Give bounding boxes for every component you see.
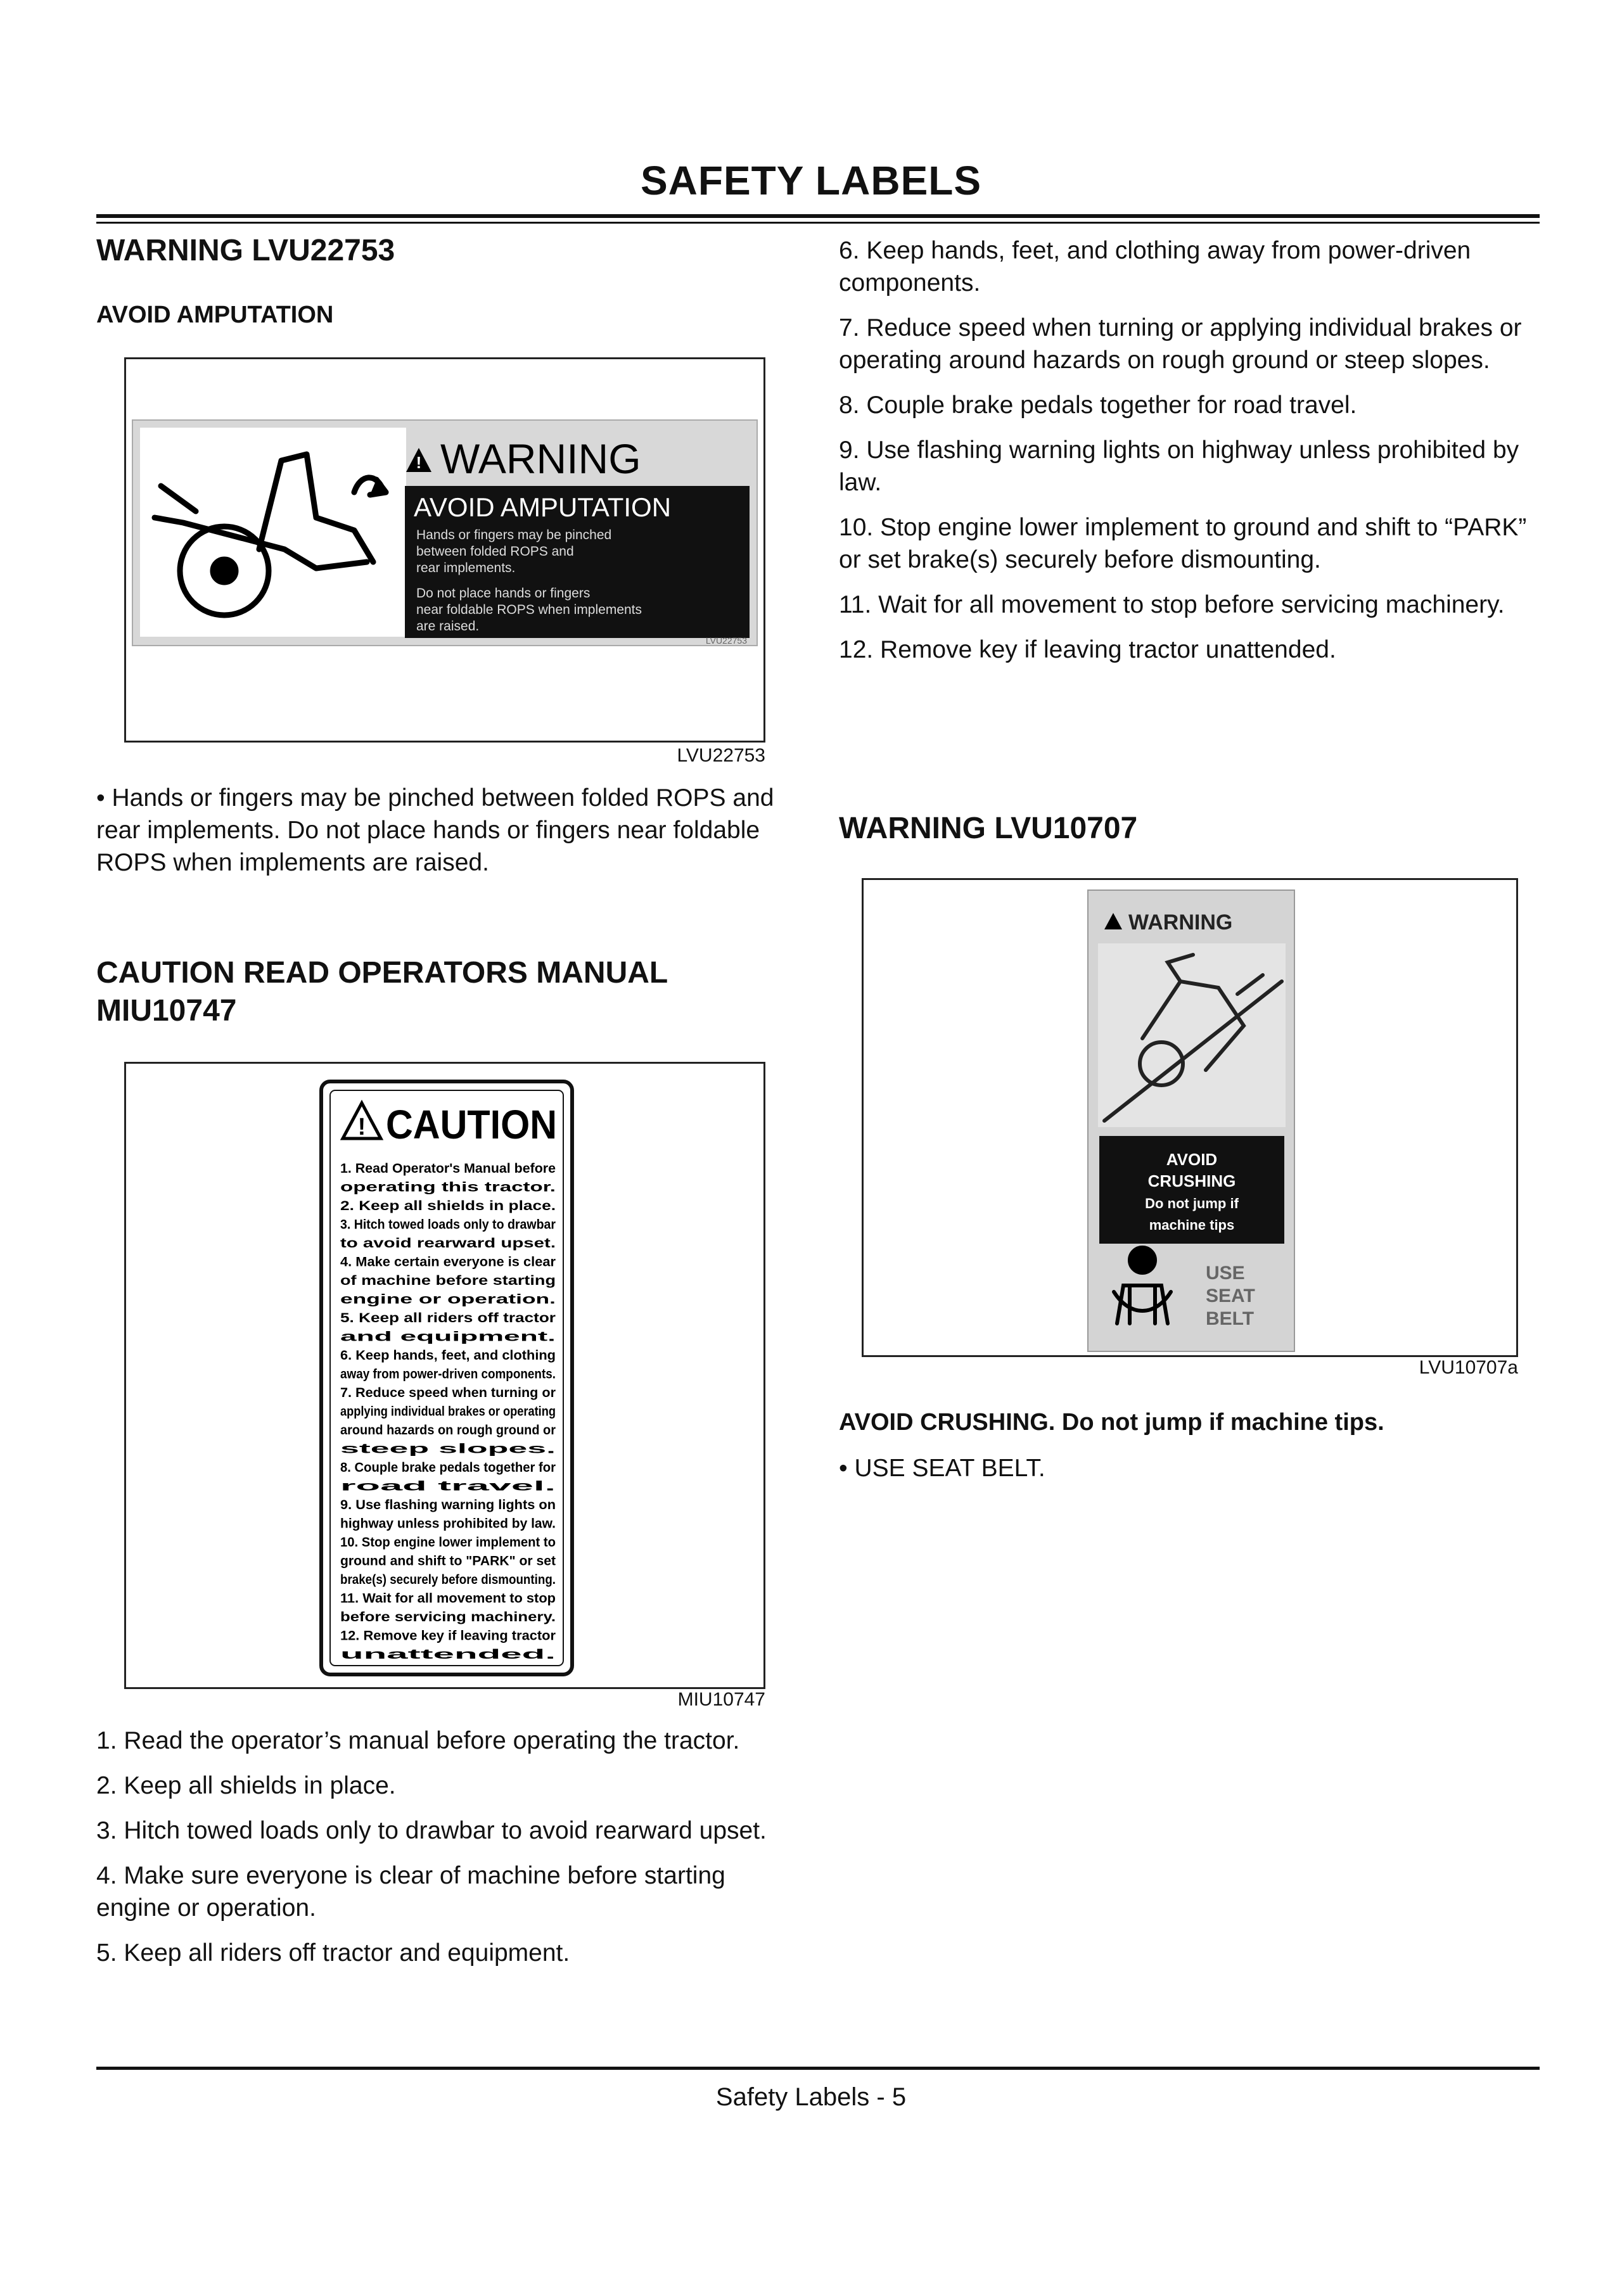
- list-item: 4. Make sure everyone is clear of machine before starting engine or operation.: [96, 1862, 725, 1922]
- figure-lvu10707a: [862, 878, 1518, 1357]
- label-line: 8. Couple brake pedals together for: [340, 1460, 556, 1475]
- label-line: operating this tractor.: [340, 1180, 556, 1195]
- label-line: away from power-driven components.: [340, 1367, 556, 1382]
- figure-lvu22753: [124, 357, 765, 743]
- tractor-rollover-pictogram: [1098, 943, 1286, 1127]
- list-item: 8. Couple brake pedals together for road travel.: [839, 392, 1357, 419]
- list-item: 5. Keep all riders off tractor and equipment.: [96, 1939, 570, 1967]
- svg-text:!: !: [416, 453, 422, 472]
- label-line: 2. Keep all shields in place.: [340, 1199, 556, 1213]
- figure-caption-miu10747: MIU10747: [677, 1689, 765, 1710]
- label-line: applying individual brakes or operating: [340, 1404, 556, 1419]
- label-code: LVU22753: [705, 635, 747, 646]
- page-title: SAFETY LABELS: [640, 158, 982, 203]
- figure-caption-lvu10707a: LVU10707a: [1419, 1357, 1518, 1378]
- list-item: 1. Read the operator’s manual before operating the tractor.: [96, 1727, 740, 1754]
- caution-heading-line1: CAUTION READ OPERATORS MANUAL: [96, 956, 668, 990]
- label-line: between folded ROPS and: [416, 544, 574, 559]
- label-line: 1. Read Operator's Manual before: [340, 1161, 556, 1176]
- label-avoid-amputation: AVOID AMPUTATION: [414, 492, 672, 522]
- label-line: machine tips: [1149, 1217, 1235, 1233]
- label-line: 4. Make certain everyone is clear: [340, 1254, 556, 1270]
- label-line: ground and shift to "PARK" or set: [340, 1553, 556, 1569]
- label-line: Do not jump if: [1145, 1196, 1239, 1211]
- list-item: 7. Reduce speed when turning or applying individual brakes or operating around hazards on rough ground or steep slopes.: [839, 314, 1522, 374]
- list-item: 6. Keep hands, feet, and clothing away from power-driven components.: [839, 237, 1471, 297]
- list-item: 10. Stop engine lower implement to ground and shift to “PARK” or set brake(s) securely before dismounting.: [839, 514, 1527, 573]
- label-line: 7. Reduce speed when turning or: [340, 1386, 556, 1400]
- label-line: highway unless prohibited by law.: [340, 1516, 556, 1531]
- caution-instructions-list-continued: [839, 234, 1549, 679]
- label-line: 12. Remove key if leaving tractor: [340, 1628, 556, 1643]
- label-warning-title: WARNING: [440, 435, 641, 482]
- caution-heading-line2: MIU10747: [96, 994, 237, 1028]
- caution-label: [126, 1064, 763, 1687]
- amputation-warning-label: [126, 359, 763, 741]
- crushing-warning-label: [864, 880, 1516, 1355]
- avoid-crushing-text: AVOID CRUSHING. Do not jump if machine tips.: [839, 1409, 1384, 1436]
- footer-rule: [96, 2067, 1540, 2070]
- figure-miu10747: [124, 1062, 765, 1689]
- label-line: Do not place hands or fingers: [416, 586, 591, 601]
- amputation-description: • Hands or fingers may be pinched between folded ROPS and rear implements. Do not place hands or fingers near foldable ROPS when implements are raised.: [96, 784, 774, 876]
- header-rule: [96, 214, 1540, 218]
- label-line: to avoid rearward upset.: [340, 1236, 556, 1251]
- caution-instructions-list: [96, 1725, 800, 1982]
- header-rule-thin: [96, 222, 1540, 224]
- label-line: 9. Use flashing warning lights on: [340, 1498, 556, 1512]
- label-line: USE: [1206, 1263, 1245, 1284]
- figure-caption-lvu22753: LVU22753: [677, 745, 765, 766]
- label-line: CRUSHING: [1147, 1171, 1236, 1190]
- label-line: 5. Keep all riders off tractor: [340, 1311, 556, 1325]
- tractor-rops-pictogram: [140, 428, 406, 637]
- label-line: BELT: [1206, 1308, 1255, 1329]
- label-line: are raised.: [416, 619, 480, 634]
- label-line: brake(s) securely before dismounting.: [340, 1572, 556, 1587]
- label-line: engine or operation.: [340, 1292, 556, 1307]
- avoid-amputation-subheading: AVOID AMPUTATION: [96, 302, 334, 328]
- label-line: 6. Keep hands, feet, and clothing: [340, 1348, 556, 1363]
- label-line: 10. Stop engine lower implement to: [340, 1535, 556, 1550]
- seat-belt-instruction: • USE SEAT BELT.: [839, 1455, 1045, 1482]
- label-line: AVOID: [1166, 1150, 1218, 1169]
- warning-lvu22753-heading: WARNING LVU22753: [96, 234, 395, 267]
- label-line: of machine before starting: [340, 1273, 556, 1288]
- crushing-label-title: WARNING: [1128, 910, 1233, 934]
- list-item: 11. Wait for all movement to stop before servicing machinery.: [839, 591, 1505, 618]
- label-line: around hazards on rough ground or: [340, 1423, 556, 1438]
- label-line: near foldable ROPS when implements: [416, 603, 642, 617]
- list-item: 2. Keep all shields in place.: [96, 1772, 396, 1799]
- svg-text:!: !: [357, 1114, 366, 1140]
- label-line: before servicing machinery.: [340, 1610, 556, 1624]
- label-line: SEAT: [1206, 1285, 1255, 1306]
- label-line: rear implements.: [416, 561, 516, 575]
- list-item: 9. Use flashing warning lights on highway unless prohibited by law.: [839, 437, 1519, 496]
- label-line: and equipment.: [340, 1329, 556, 1344]
- label-line: 11. Wait for all movement to stop: [340, 1591, 556, 1606]
- label-line: steep slopes.: [340, 1441, 556, 1457]
- label-line: unattended.: [340, 1647, 556, 1662]
- list-item: 12. Remove key if leaving tractor unattended.: [839, 636, 1336, 663]
- caution-label-title: CAUTION: [386, 1102, 557, 1147]
- label-line: 3. Hitch towed loads only to drawbar: [340, 1217, 556, 1232]
- label-line: Hands or fingers may be pinched: [416, 528, 612, 542]
- label-line: road travel.: [340, 1479, 556, 1494]
- page-footer: Safety Labels - 5: [715, 2083, 907, 2111]
- warning-lvu10707-heading: WARNING LVU10707: [839, 812, 1138, 845]
- list-item: 3. Hitch towed loads only to drawbar to avoid rearward upset.: [96, 1817, 767, 1844]
